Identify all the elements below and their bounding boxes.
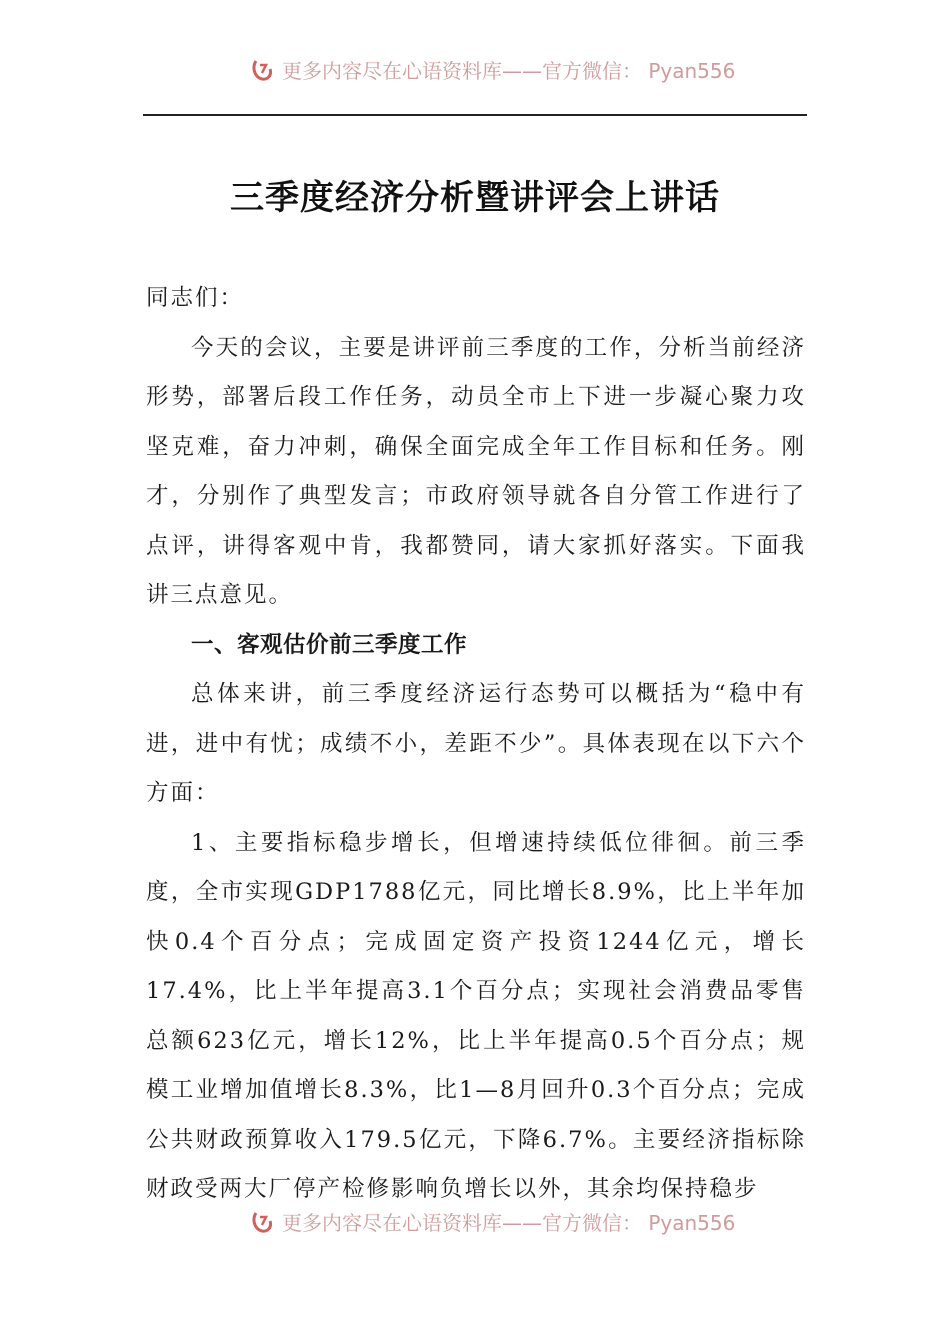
greeting: 同志们： [146,285,245,311]
watermark-text: 更多内容尽在心语资料库——官方微信： Pyan556 [282,59,736,83]
page-title: 三季度经济分析暨讲评会上讲话 [230,178,720,218]
section-heading-1: 一、客观估价前三季度工作 [191,631,468,658]
header-watermark [0,55,950,85]
brand-logo-icon [250,57,276,83]
point-1-paragraph: 1、主要指标稳步增长，但增速持续低位徘徊。前三季度，全市实现GDP1788亿元，同比增长8.9%，比上半年加快0.4个百分点；完成固定资产投资1244亿元，增长17.4%，比上半年提高3.1个百分点；实现社会消费品零售总额623亿元，增长12%，比上半年提高0.5个百分点；规模工业增加值增长8.3%，比1—8月回升0.3个百分点；完成公共财政预算收入179.5亿元，下降6.7%。主要经济指标除财政受两大厂停产检修影响负增长以外，其余均保持稳步 [146,829,806,1202]
intro-paragraph: 今天的会议，主要是讲评前三季度的工作，分析当前经济形势，部署后段工作任务，动员全市上下进一步凝心聚力攻坚克难，奋力冲刺，确保全面完成全年工作目标和任务。刚才，分别作了典型发言；市政府领导就各自分管工作进行了点评，讲得客观中肯，我都赞同，请大家抓好落实。下面我讲三点意见。 [146,334,806,608]
footer-watermark [0,1207,950,1237]
overview-paragraph: 总体来讲，前三季度经济运行态势可以概括为“稳中有进，进中有忧；成绩不小，差距不少”。具体表现在以下六个方面： [146,681,806,806]
brand-logo-icon [250,1209,276,1235]
document-body [146,274,806,1215]
watermark-text: 更多内容尽在心语资料库——官方微信： Pyan556 [282,1211,736,1235]
header-rule [143,114,807,116]
